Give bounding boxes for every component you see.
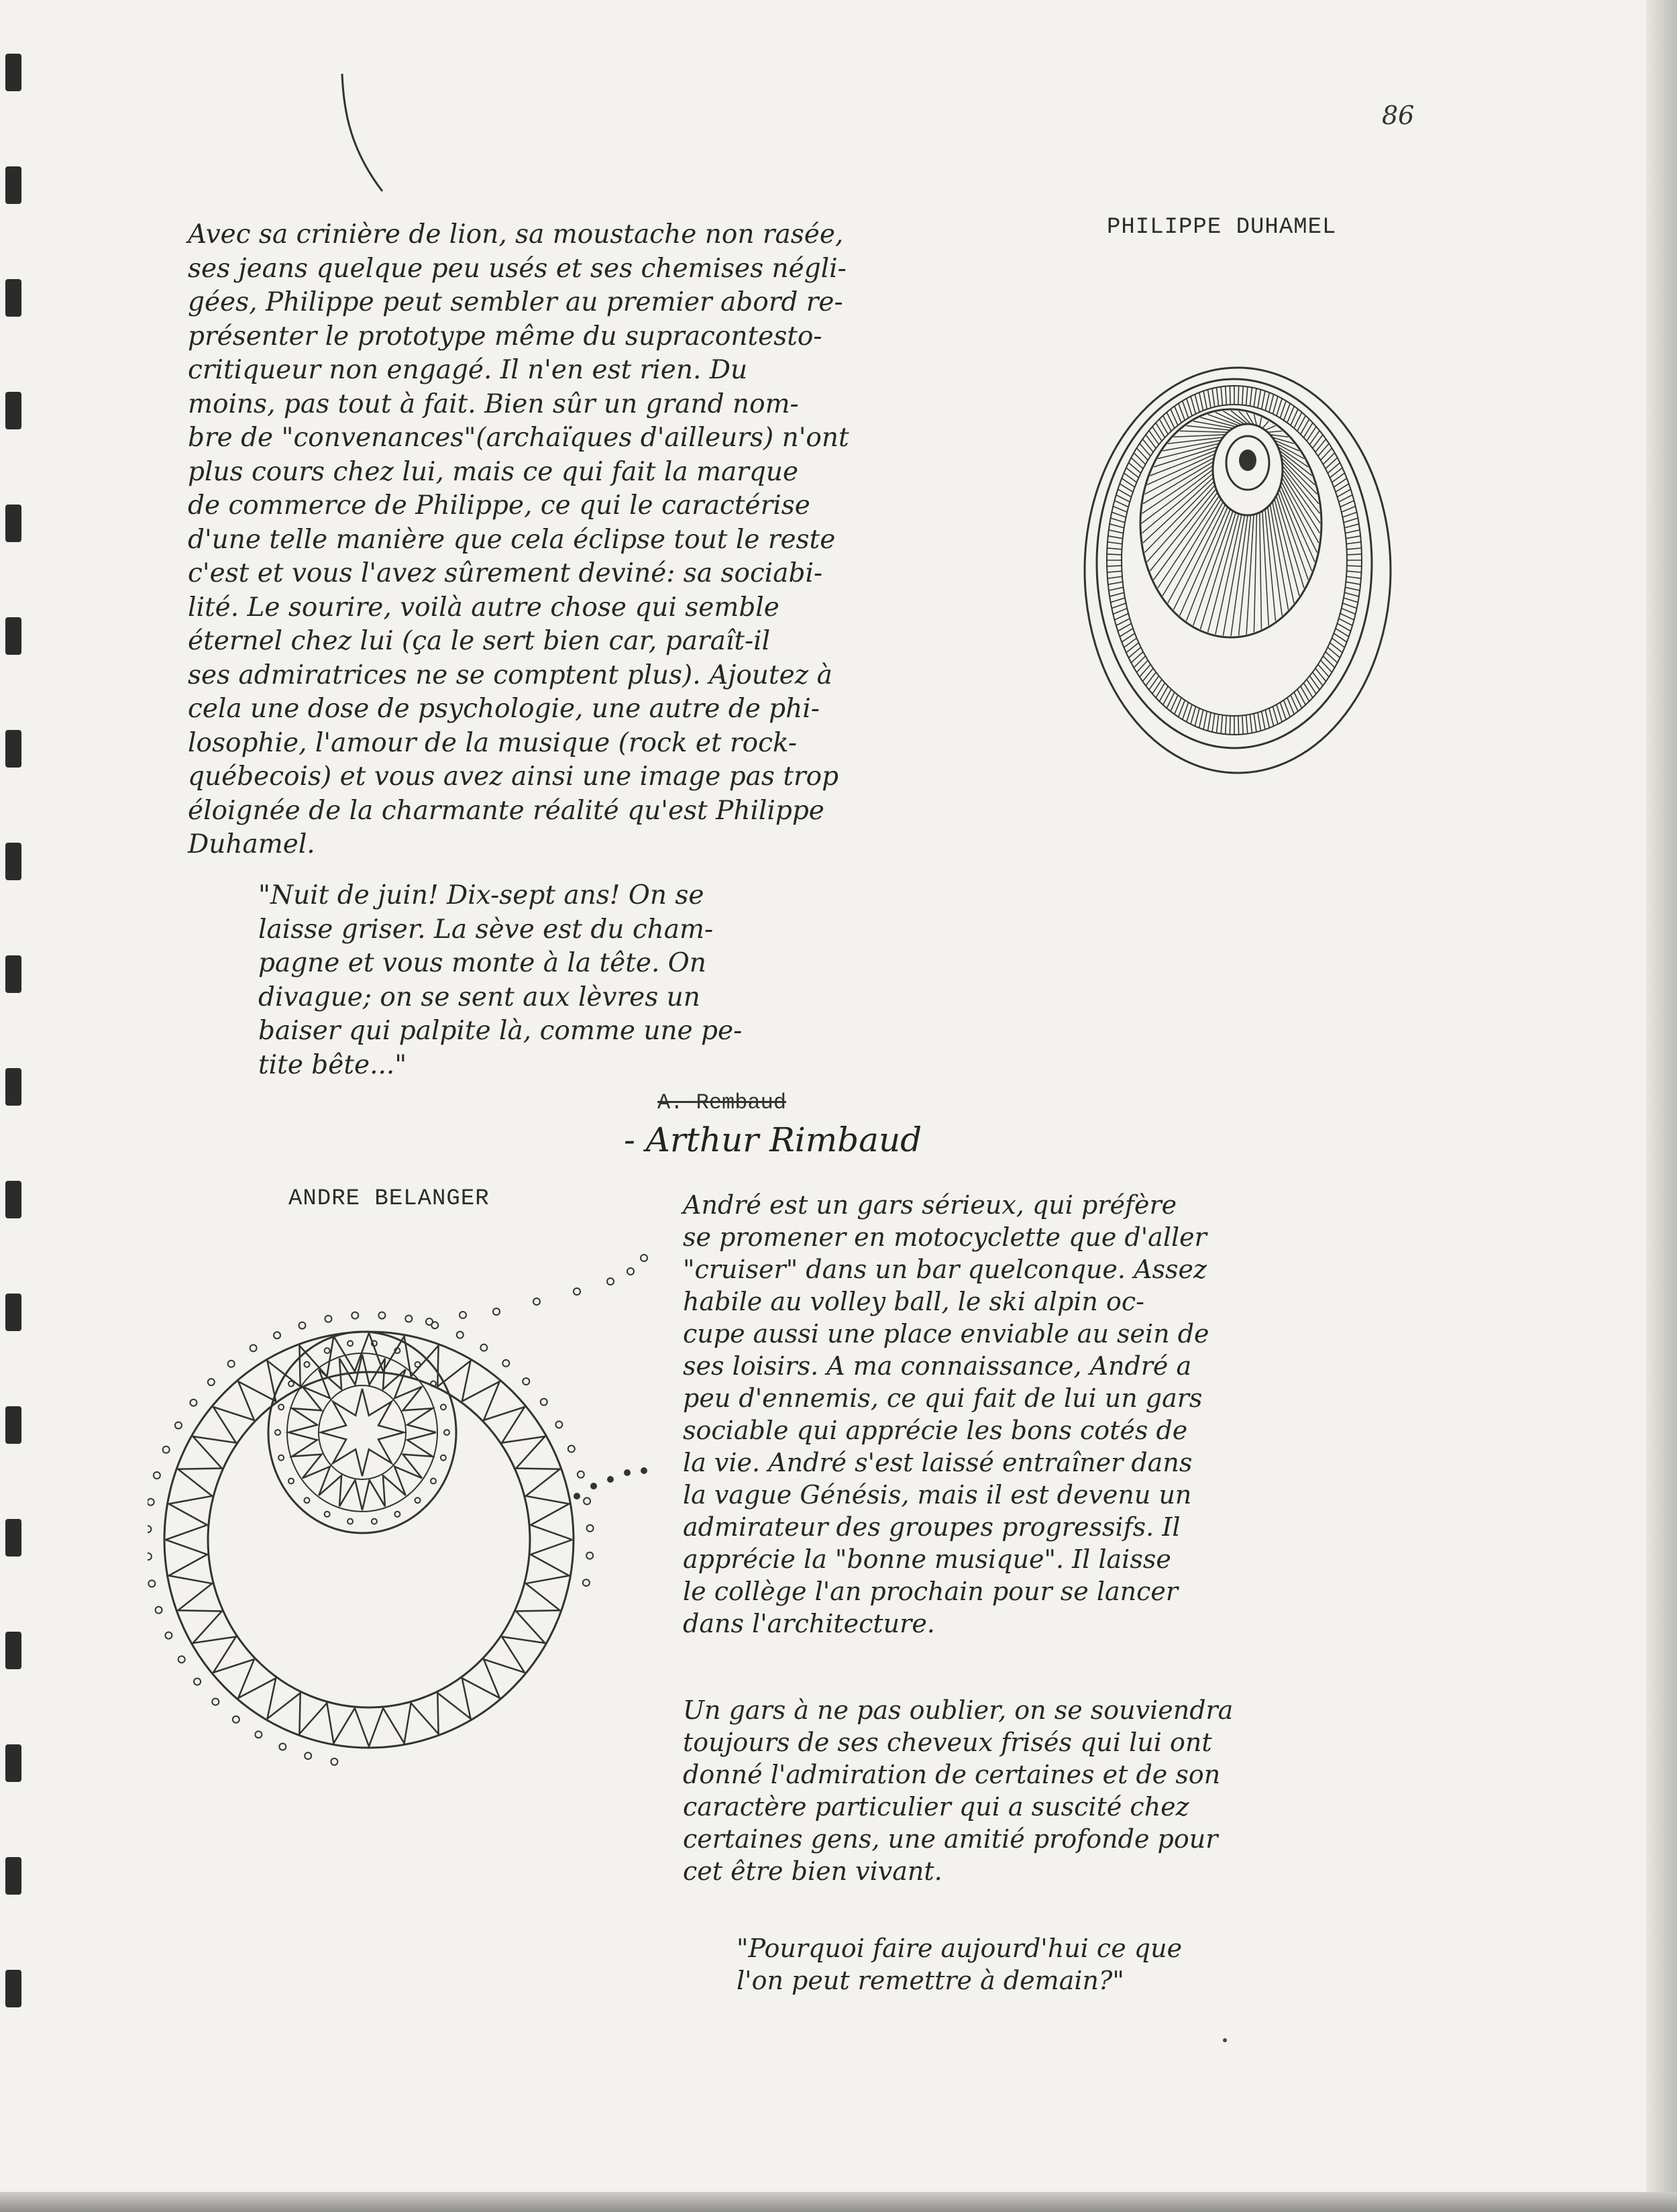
text-line: toujours de ses cheveux frisés qui lui ont [683,1728,1212,1757]
binder-hole [5,1406,21,1444]
text-line: c'est et vous l'avez sûrement deviné: sa sociabi- [188,558,823,588]
text-line: pagne et vous monte à la tête. On [258,948,706,978]
text-line: losophie, l'amour de la musique (rock et rock- [188,727,798,758]
text-line: ses loisirs. A ma connaissance, André a [683,1351,1192,1381]
text-line: se promener en motocyclette que d'aller [683,1222,1207,1252]
binder-hole [5,1181,21,1218]
text-line: la vie. André s'est laissé entraîner dans [683,1448,1193,1477]
text-line: Avec sa crinière de lion, sa moustache non rasée, [188,219,844,250]
text-line: ses admiratrices ne se comptent plus). Ajoutez à [188,660,832,690]
spiral-mandala-drawing [148,1221,704,1771]
binder-holes [5,54,23,2066]
text-line: ses jeans quelque peu usés et ses chemises négli- [188,253,847,284]
binder-hole [5,505,21,542]
text-line: baiser qui palpite là, comme une pe- [258,1016,743,1046]
philippe-paragraph [188,218,849,862]
andre-paragraph-1 [683,1189,1209,1640]
text-line: le collège l'an prochain pour se lancer [683,1577,1179,1606]
andre-quote [737,1932,1182,1997]
text-line: "cruiser" dans un bar quelconque. Assez [683,1255,1207,1284]
text-line: gées, Philippe peut sembler au premier abord re- [188,287,843,317]
text-line: présenter le prototype même du supracontesto- [188,321,822,352]
text-line: peu d'ennemis, ce qui fait de lui un gars [683,1383,1203,1413]
text-line: apprécie la "bonne musique". Il laisse [683,1544,1171,1574]
pen-stroke-mark [322,67,402,201]
text-line: admirateur des groupes progressifs. Il [683,1512,1181,1542]
text-line: habile au volley ball, le ski alpin oc- [683,1287,1144,1316]
binder-hole [5,1970,21,2007]
text-line: caractère particulier qui a suscité chez [683,1792,1189,1822]
text-line: sociable qui apprécie les bons cotés de [683,1416,1188,1445]
binder-hole [5,1744,21,1782]
text-line: la vague Génésis, mais il est devenu un [683,1480,1192,1510]
text-line: éloignée de la charmante réalité qu'est Philippe [188,795,824,826]
text-line: "Pourquoi faire aujourd'hui ce que [737,1934,1183,1963]
andre-heading: ANDRE BELANGER [288,1186,490,1212]
philippe-heading: PHILIPPE DUHAMEL [1107,215,1337,240]
binder-hole [5,955,21,993]
rimbaud-quote [258,879,742,1082]
text-line: bre de "convenances"(archaïques d'ailleurs) n'ont [188,423,849,453]
concentric-oval-drawing [1080,362,1395,778]
binder-hole [5,617,21,655]
binder-hole [5,54,21,91]
text-line: dans l'architecture. [683,1609,935,1638]
binder-hole [5,1857,21,1895]
text-line: donné l'admiration de certaines et de son [683,1760,1221,1789]
text-line: québecois) et vous avez ainsi une image pas trop [188,761,839,792]
binder-hole [5,1068,21,1106]
ink-dot [1222,2038,1228,2043]
text-line: moins, pas tout à fait. Bien sûr un grand nom- [188,388,799,419]
text-line: éternel chez lui (ça le sert bien car, paraît-il [188,626,771,656]
text-line: Un gars à ne pas oublier, on se souviendra [683,1695,1234,1725]
text-line: de commerce de Philippe, ce qui le caractérise [188,490,810,521]
binder-hole [5,1294,21,1331]
binder-hole [5,730,21,768]
struck-attribution: A. Rembaud [657,1090,787,1115]
binder-hole [5,279,21,317]
text-line: cupe aussi une place enviable au sein de [683,1319,1209,1349]
text-line: tite bête..." [258,1049,407,1080]
text-line: critiqueur non engagé. Il n'en est rien. Du [188,355,748,385]
binder-hole [5,166,21,204]
binder-hole [5,1519,21,1557]
text-line: laisse griser. La sève est du cham- [258,914,714,945]
text-line: certaines gens, une amitié profonde pour [683,1824,1218,1854]
binder-hole [5,843,21,880]
binder-hole [5,1632,21,1669]
text-line: cet être bien vivant. [683,1856,942,1886]
page-number: 86 [1382,101,1415,130]
text-line: l'on peut remettre à demain?" [737,1966,1124,1995]
quote-attribution [604,1084,939,1177]
text-line: divague; on se sent aux lèvres un [258,982,700,1012]
andre-paragraph-2 [683,1694,1233,1887]
text-line: "Nuit de juin! Dix-sept ans! On se [258,880,704,910]
text-line: d'une telle manière que cela éclipse tout le reste [188,524,836,555]
binder-hole [5,392,21,429]
handwritten-attribution: - Arthur Rimbaud [624,1120,922,1159]
text-line: Duhamel. [188,829,315,859]
page-edge-shadow [1646,0,1677,2212]
text-line: lité. Le sourire, voilà autre chose qui semble [188,592,779,623]
text-line: plus cours chez lui, mais ce qui fait la marque [188,456,799,487]
page-bottom-shadow [0,2192,1677,2212]
text-line: cela une dose de psychologie, une autre de phi- [188,694,820,724]
text-line: André est un gars sérieux, qui préfère [683,1190,1177,1220]
